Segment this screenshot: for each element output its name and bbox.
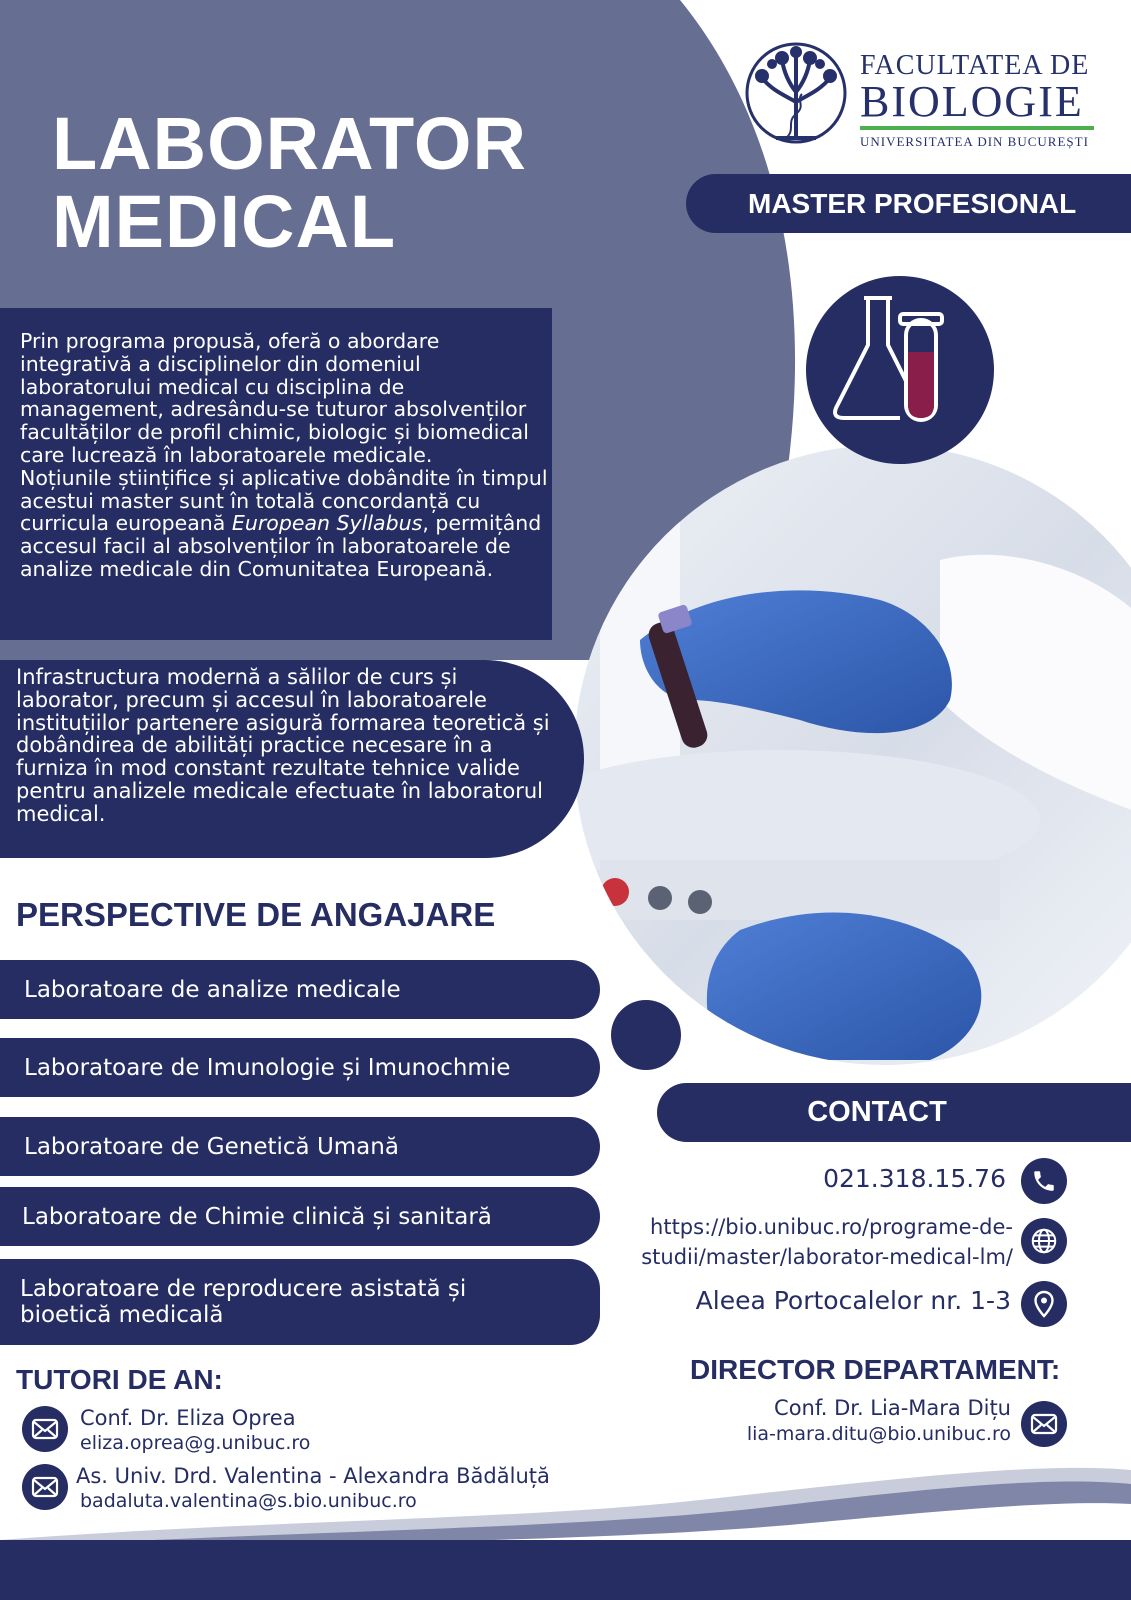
director-name: Conf. Dr. Lia-Mara Dițu [774,1396,1011,1420]
perspectives-heading: PERSPECTIVE DE ANGAJARE [16,896,496,933]
logo-text-faculty: FACULTATEA DE [860,50,1090,81]
contact-url-line-2[interactable]: studii/master/laborator-medical-lm/ [641,1245,1013,1269]
job-item-label: Laboratoare de Chimie clinică și sanitară [22,1203,492,1230]
logo-text-biology: BIOLOGIE [860,77,1084,126]
logo-tree-icon [742,42,850,144]
mail-icon [22,1406,68,1452]
job-item [0,1117,600,1176]
tutor-email[interactable]: eliza.oprea@g.unibuc.ro [80,1432,311,1454]
tutors-heading: TUTORI DE AN: [16,1364,223,1395]
intro-paragraph-2: Noțiunile științifice și aplicative dobândite în timpul acestui master sunt în totală concordanță cu curricula europeană [20,465,548,536]
mail-icon [22,1464,68,1510]
faculty-logo [742,42,1102,152]
director-heading: DIRECTOR DEPARTAMENT: [690,1354,1061,1385]
tutor-name: As. Univ. Drd. Valentina - Alexandra Bădăluță [76,1464,550,1488]
contact-url-line-1[interactable]: https://bio.unibuc.ro/programe-de- [650,1215,1013,1239]
master-label: MASTER PROFESIONAL [686,174,1131,233]
job-item [0,1187,600,1246]
intro-paragraph-1: Prin programa propusă, oferă o abordare integrativă a disciplinelor din domeniul laboratorului medical cu disciplina de management, adresându-se tuturor absolvenților facultăților de profil chimic, biologic și biomedical care lucrează în laboratoarele medicale. [20,329,529,467]
contact-phone[interactable]: 021.318.15.76 [823,1164,1006,1193]
contact-url[interactable] [641,1212,1013,1272]
director-email[interactable]: lia-mara.ditu@bio.unibuc.ro [746,1423,1011,1445]
infrastructure-text: Infrastructura modernă a sălilor de curs și laborator, precum și accesul în laboratoarele instituțiilor partenere asigură formarea teoretică și dobândirea de abilități practice necesare în a furniza în mod constant rezultate tehnice valide pentru analizele medicale efectuate în laboratorul medical. [16,665,550,826]
tutor-email[interactable]: badaluta.valentina@s.bio.unibuc.ro [80,1490,417,1512]
title-line-2: MEDICAL [52,180,397,263]
page-title [52,102,527,263]
title-line-1: LABORATOR [52,102,527,185]
job-item-label: Laboratoare de analize medicale [24,976,401,1003]
intro-paragraph-3: , permițând accesul facil al absolvenților în laboratoarele de analize medicale din Comunitatea Europeană. [20,511,542,581]
phone-icon [1021,1158,1067,1204]
intro-text [20,330,548,581]
infrastructure-box [0,660,584,858]
contact-heading: CONTACT [657,1083,1131,1142]
job-item [0,1038,600,1097]
job-item-label: Laboratoare de Genetică Umană [24,1133,399,1160]
job-item-label: Laboratoare de reproducere asistată și bioetică medicală [20,1276,467,1328]
job-item [0,960,600,1019]
lab-flask-icon [828,290,978,430]
job-item [0,1259,600,1345]
contact-address: Aleea Portocalelor nr. 1-3 [695,1286,1011,1315]
logo-text-university: UNIVERSITATEA DIN BUCUREȘTI [860,134,1089,149]
globe-icon [1021,1218,1067,1264]
mail-icon [1021,1401,1067,1447]
intro-box [0,308,552,640]
logo-green-bar [860,126,1094,130]
job-item-label: Laboratoare de Imunologie și Imunochmie [24,1054,511,1081]
intro-syllabus: European Syllabus [231,511,423,536]
location-pin-icon [1021,1281,1067,1327]
tutor-name: Conf. Dr. Eliza Oprea [80,1406,296,1430]
